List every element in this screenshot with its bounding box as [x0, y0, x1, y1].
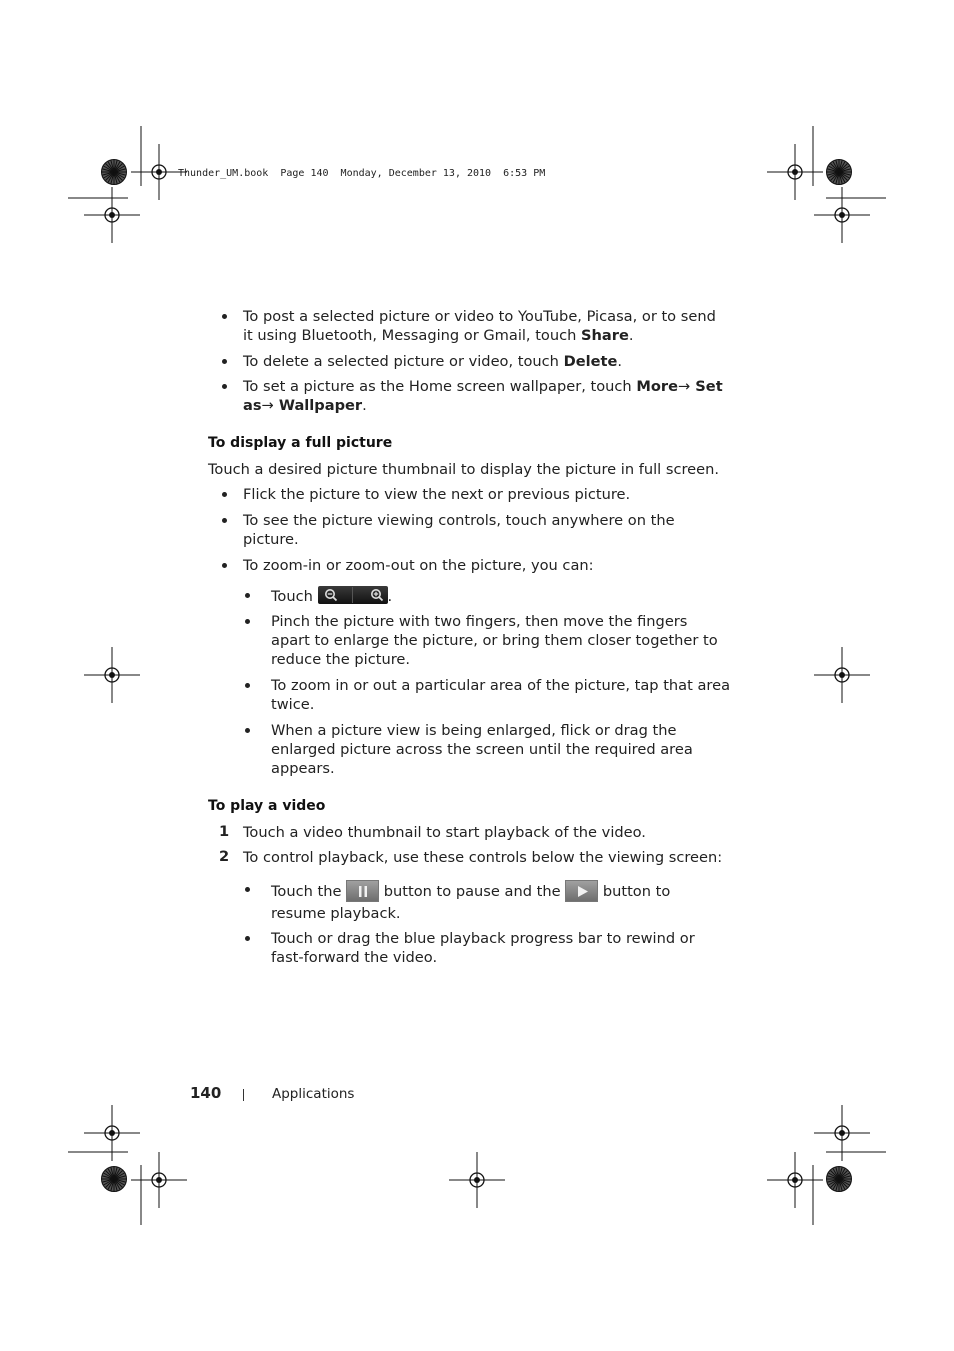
- zoom-controls-image: [318, 586, 388, 604]
- bullet-icon: [222, 563, 227, 568]
- pause-icon: [357, 885, 369, 898]
- step-number: 2: [219, 848, 230, 865]
- bullet-icon: [222, 492, 227, 497]
- step-number: 1: [219, 823, 230, 840]
- list-item: To post a selected picture or video to YouTube, Picasa, or to send it using Bluetooth, Messaging or Gmail, touch Share.: [243, 308, 716, 344]
- list-item: To delete a selected picture or video, touch Delete.: [243, 353, 623, 370]
- bullet-icon: [222, 384, 227, 389]
- book-header-line: Thunder_UM.book Page 140 Monday, December 13, 2010 6:53 PM: [178, 168, 546, 179]
- bullet-icon: [222, 359, 227, 364]
- bullet-icon: [245, 619, 250, 624]
- list-item-continuation: resume playback.: [271, 905, 401, 922]
- step-text: Touch a video thumbnail to start playback of the video.: [243, 824, 646, 841]
- play-button-image: [565, 880, 598, 902]
- zoom-in-icon: [370, 588, 384, 602]
- section-heading: To display a full picture: [208, 435, 393, 451]
- section-heading: To play a video: [208, 798, 326, 814]
- bullet-icon: [245, 887, 250, 892]
- page-number: 140: [190, 1084, 222, 1102]
- footer-section-title: Applications: [272, 1086, 355, 1102]
- list-item: Touch the button to pause and the button to: [271, 880, 670, 904]
- bullet-icon: [245, 936, 250, 941]
- bullet-icon: [245, 728, 250, 733]
- paragraph: Touch a desired picture thumbnail to display the picture in full screen.: [208, 461, 719, 478]
- bullet-icon: [245, 683, 250, 688]
- list-item: To zoom-in or zoom-out on the picture, you can:: [243, 557, 594, 574]
- list-item: To set a picture as the Home screen wallpaper, touch More→ Set as→ Wallpaper.: [243, 378, 723, 414]
- list-item: Pinch the picture with two fingers, then move the fingers apart to enlarge the picture, or bring them closer together to reduce the picture.: [271, 613, 718, 668]
- list-item: To zoom in or out a particular area of the picture, tap that area twice.: [271, 677, 731, 713]
- bullet-icon: [222, 314, 227, 319]
- bullet-icon: [245, 593, 250, 598]
- footer-separator: [243, 1089, 244, 1101]
- zoom-out-icon: [324, 588, 338, 602]
- list-item: When a picture view is being enlarged, flick or drag the enlarged picture across the screen until the required area appears.: [271, 722, 693, 777]
- list-item: Touch .: [271, 588, 393, 605]
- list-item: To see the picture viewing controls, touch anywhere on the picture.: [243, 512, 675, 548]
- pause-button-image: [346, 880, 379, 902]
- play-icon: [577, 885, 589, 898]
- list-item: Touch or drag the blue playback progress bar to rewind or fast-forward the video.: [271, 930, 695, 966]
- list-item: Flick the picture to view the next or previous picture.: [243, 486, 631, 503]
- step-text: To control playback, use these controls below the viewing screen:: [243, 849, 723, 866]
- bullet-icon: [222, 518, 227, 523]
